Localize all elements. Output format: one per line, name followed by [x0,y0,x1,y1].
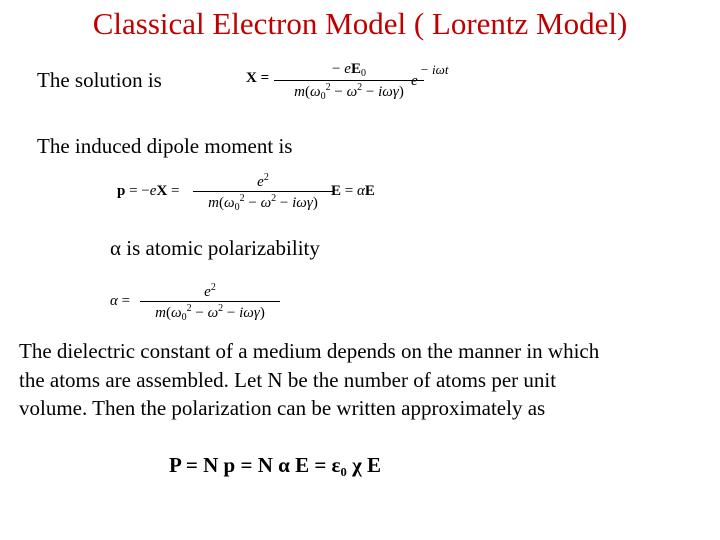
dielectric-line-3: volume. Then the polarization can be written approximately as [19,396,546,420]
solution-label: The solution is [37,68,162,92]
dipole-label: The induced dipole moment is [37,134,293,158]
dipole-equation: p = −eX = $e^2$ $m(\omega_0^2 - \omega^2 - i\omega\gamma)$ E = αE [117,172,375,213]
dielectric-line-2: the atoms are assembled. Let N be the number of atoms per unit [19,368,557,392]
polarization-equation: P = N p = N α E = ε₀ χ E [169,453,382,477]
slide-title: Classical Electron Model ( Lorentz Model) [92,6,628,41]
alpha-equation: α = $e^2$ $m(\omega_0^2 - \omega^2 - i\omega\gamma)$ [110,283,290,325]
polarizability-text: is atomic polarizability [121,236,320,260]
dielectric-line-1: The dielectric constant of a medium depends on the manner in which [19,339,600,363]
solution-equation: X = − $eE_0$ $m(\omega_0^2 - \omega^2 - i\omega\gamma)$ e − iωt [246,61,449,102]
alpha-symbol: α [110,236,122,260]
polarizability-label [110,236,320,261]
